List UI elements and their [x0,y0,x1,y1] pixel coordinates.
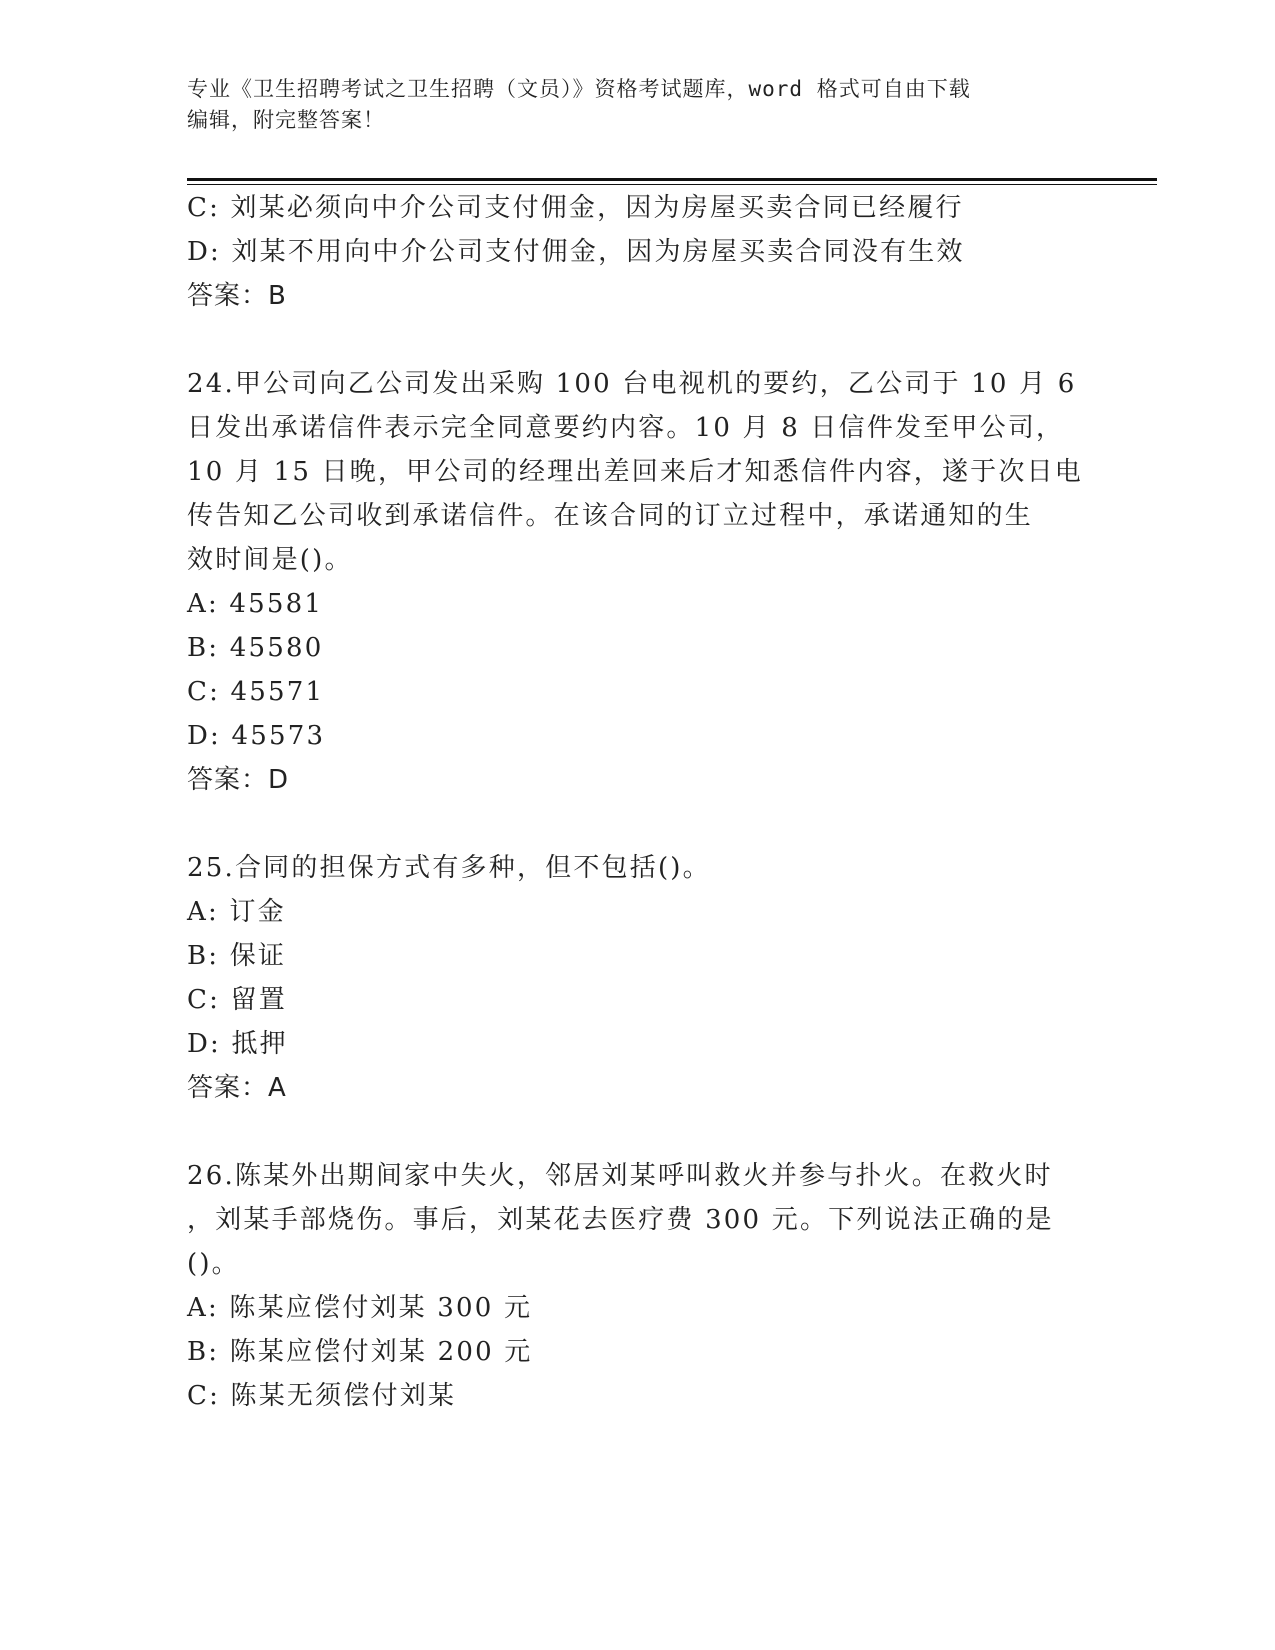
q24-text-line: 传告知乙公司收到承诺信件。在该合同的订立过程中，承诺通知的生 [187,501,1034,531]
q24-option-a: A: 45581 [187,589,324,619]
q25-option-d: D: 抵押 [187,1029,288,1059]
q24-text-line: 日发出承诺信件表示完全同意要约内容。10 月 8 日信件发至甲公司， [187,413,1065,443]
q25-option-a: A: 订金 [187,897,286,927]
prev-question-option-d: D: 刘某不用向中介公司支付佣金，因为房屋买卖合同没有生效 [187,237,965,267]
q25-text-line: 25.合同的担保方式有多种，但不包括()。 [187,853,711,883]
q24-answer: 答案：D [187,765,290,795]
q26-option-c: C: 陈某无须偿付刘某 [187,1381,457,1411]
q26-option-a: A: 陈某应偿付刘某 300 元 [187,1293,533,1323]
q24-option-c: C: 45571 [187,677,325,707]
prev-question-option-c: C: 刘某必须向中介公司支付佣金，因为房屋买卖合同已经履行 [187,193,964,223]
q26-text-line: ，刘某手部烧伤。事后，刘某花去医疗费 300 元。下列说法正确的是 [187,1205,1054,1235]
q24-option-b: B: 45580 [187,633,324,663]
header-rule-thick [187,178,1157,181]
header-line-1: 专业《卫生招聘考试之卫生招聘（文员）》资格考试题库，word 格式可自由下载 [187,77,971,101]
q25-answer: 答案：A [187,1073,287,1103]
q26-text-line: 26.陈某外出期间家中失火，邻居刘某呼叫救火并参与扑火。在救火时 [187,1161,1053,1191]
prev-question-answer: 答案：B [187,281,287,311]
q26-text-line: ()。 [187,1249,240,1279]
q26-option-b: B: 陈某应偿付刘某 200 元 [187,1337,533,1367]
q24-option-d: D: 45573 [187,721,326,751]
q24-text-line: 效时间是()。 [187,545,353,575]
header-line-2: 编辑，附完整答案！ [187,108,385,132]
q25-option-c: C: 留置 [187,985,287,1015]
q24-text-line: 10 月 15 日晚，甲公司的经理出差回来后才知悉信件内容，遂于次日电 [187,457,1083,487]
document-header [187,74,1067,136]
header-rule-thin [187,184,1157,185]
q24-text-line: 24.甲公司向乙公司发出采购 100 台电视机的要约，乙公司于 10 月 6 [187,369,1077,399]
q25-option-b: B: 保证 [187,941,287,971]
